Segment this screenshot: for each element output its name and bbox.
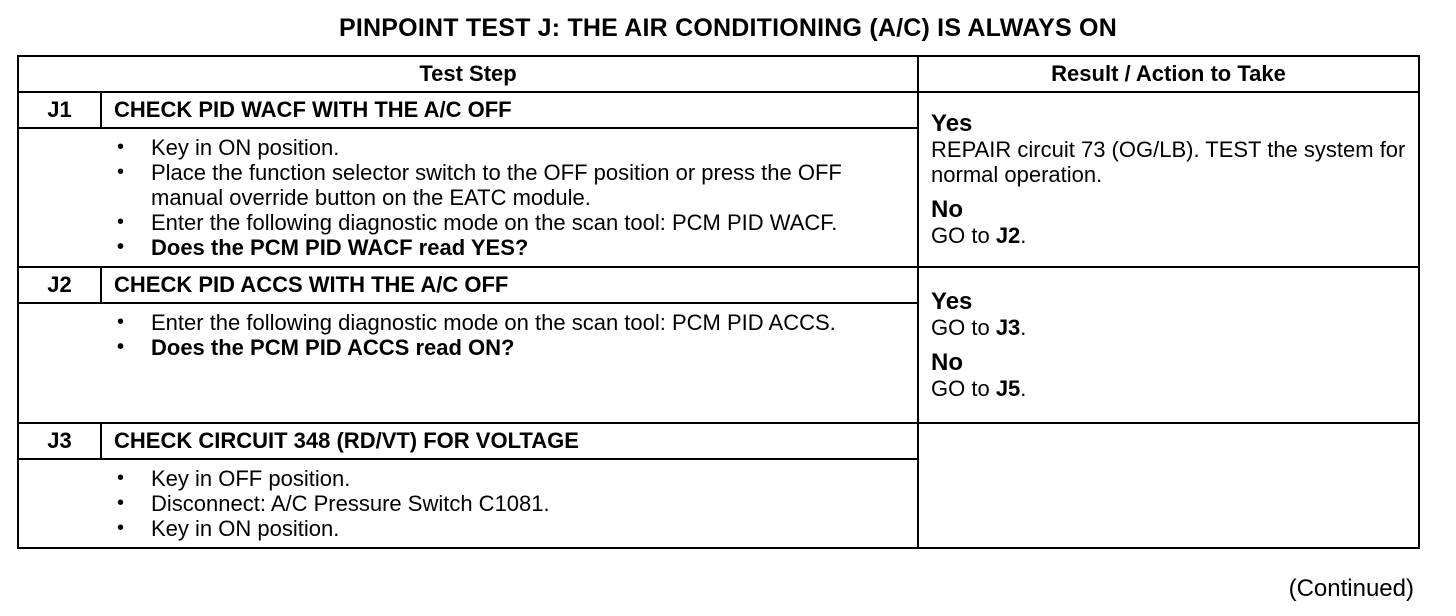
list-item: • Key in OFF position.: [151, 466, 917, 491]
yes-label: Yes: [931, 110, 973, 137]
list-item: • Enter the following diagnostic mode on the scan tool: PCM PID ACCS.: [151, 310, 917, 335]
list-item: • Enter the following diagnostic mode on the scan tool: PCM PID WACF.: [151, 210, 917, 235]
list-item: • Key in ON position.: [151, 516, 917, 541]
step-title: CHECK PID WACF WITH THE A/C OFF: [101, 92, 918, 128]
step-instructions: [101, 128, 918, 267]
list-item: • Place the function selector switch to the OFF position or press the OFF manual override button on the EATC module.: [151, 160, 917, 210]
step-row-j3: [18, 423, 1419, 459]
step-result: [918, 423, 1419, 548]
step-row-j2: [18, 267, 1419, 303]
step-instructions: [101, 459, 918, 548]
step-instructions: [101, 303, 918, 423]
step-title: CHECK PID ACCS WITH THE A/C OFF: [101, 267, 918, 303]
step-id: J3: [18, 423, 101, 459]
step-result: [918, 92, 1419, 267]
list-item: • Does the PCM PID ACCS read ON?: [151, 335, 917, 360]
pinpoint-test-table: [17, 55, 1420, 549]
continued-label: (Continued): [1288, 575, 1414, 602]
list-item: • Disconnect: A/C Pressure Switch C1081.: [151, 491, 917, 516]
go-to-target: J5: [995, 376, 1021, 401]
no-action: GO to J5.: [931, 376, 1027, 401]
step-title: CHECK CIRCUIT 348 (RD/VT) FOR VOLTAGE: [101, 423, 918, 459]
yes-action: REPAIR circuit 73 (OG/LB). TEST the system for normal operation.: [931, 137, 1406, 187]
go-to-target: J2: [995, 223, 1021, 248]
header-test-step: Test Step: [18, 56, 918, 92]
no-label: No: [931, 196, 964, 223]
step-id: J1: [18, 92, 101, 128]
header-result: Result / Action to Take: [918, 56, 1419, 92]
yes-action: GO to J3.: [931, 315, 1027, 340]
step-id: J2: [18, 267, 101, 303]
step-result: [918, 267, 1419, 423]
step-row-j1: [18, 92, 1419, 128]
page-title: PINPOINT TEST J: THE AIR CONDITIONING (A/C) IS ALWAYS ON: [339, 14, 1117, 42]
no-label: No: [931, 349, 964, 376]
list-item: • Does the PCM PID WACF read YES?: [151, 235, 917, 260]
header-row: [18, 56, 1419, 92]
yes-label: Yes: [931, 288, 973, 315]
go-to-target: J3: [995, 315, 1021, 340]
no-action: GO to J2.: [931, 223, 1027, 248]
list-item: • Key in ON position.: [151, 135, 917, 160]
